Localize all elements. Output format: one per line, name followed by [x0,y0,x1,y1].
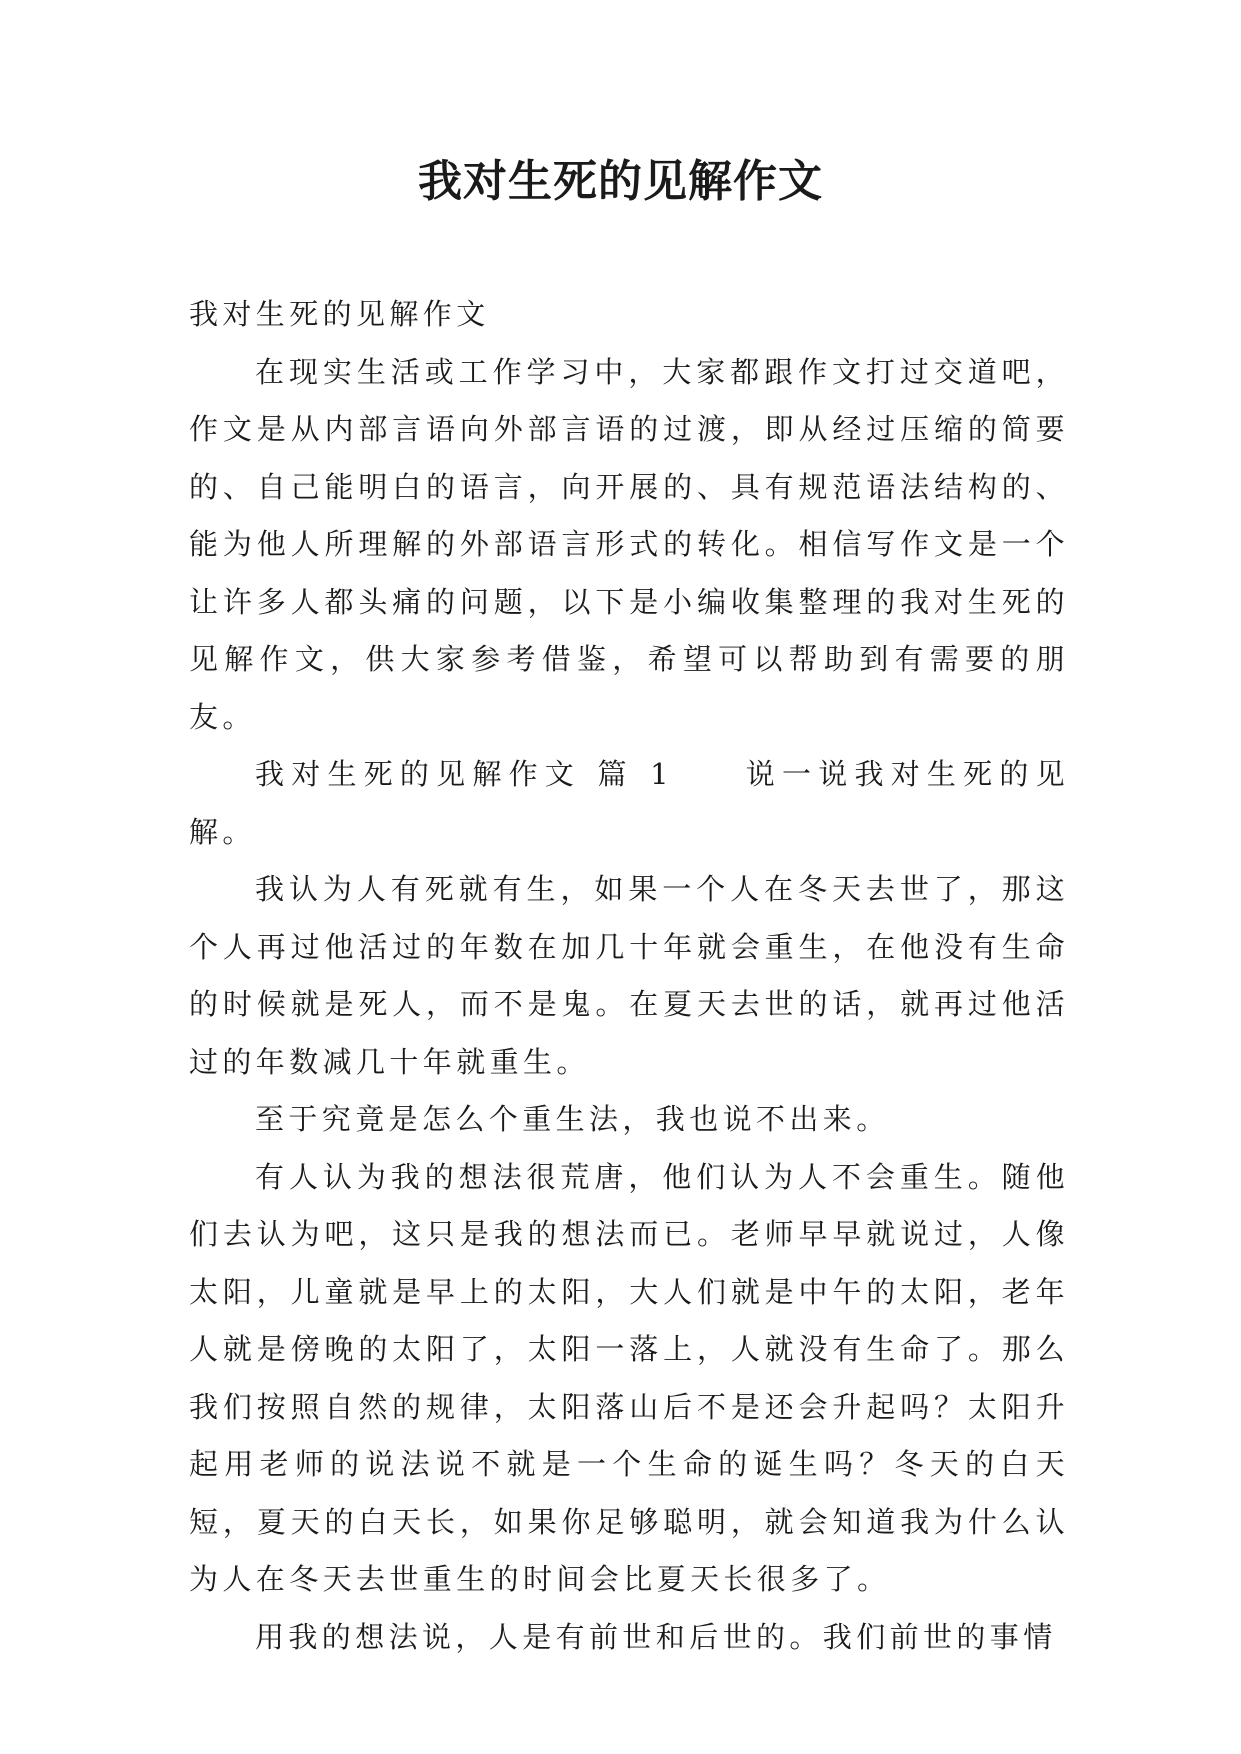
document-body [189,286,1069,1666]
section-heading: 我对生死的见解作文 篇 1 [255,757,673,791]
intro-paragraph: 在现实生活或工作学习中，大家都跟作文打过交道吧，作文是从内部言语向外部言语的过渡，即从经过压缩的简要的、自己能明白的语言，向开展的、具有规范语法结构的、能为他人所理解的外部语言形式的转化。相信写作文是一个让许多人都头痛的问题，以下是小编收集整理的我对生死的见解作文，供大家参考借鉴，希望可以帮助到有需要的朋友。 [189,354,1069,734]
body-paragraph-2: 至于究竟是怎么个重生法，我也说不出来。 [255,1102,890,1136]
document-subtitle: 我对生死的见解作文 [189,297,490,331]
body-paragraph-4: 用我的想法说，人是有前世和后世的。我们前世的事情 [255,1619,1057,1654]
body-paragraph-1: 我认为人有死就有生，如果一个人在冬天去世了，那这个人再过他活过的年数在加几十年就会重生，在他没有生命的时候就是死人，而不是鬼。在夏天去世的话，就再过他活过的年数减几十年就重生。 [189,872,1069,1079]
section-lead: 说一说我对生死的见解。 [189,757,1069,849]
document-title: 我对生死的见解作文 [418,156,823,207]
body-paragraph-3: 有人认为我的想法很荒唐，他们认为人不会重生。随他们去认为吧，这只是我的想法而已。老师早早就说过，人像太阳，儿童就是早上的太阳，大人们就是中午的太阳，老年人就是傍晚的太阳了，太阳一落上，人就没有生命了。那么我们按照自然的规律，太阳落山后不是还会升起吗？太阳升起用老师的说法说不就是一个生命的诞生吗？冬天的白天短，夏天的白天长，如果你足够聪明，就会知道我为什么认为人在冬天去世重生的时间会比夏天长很多了。 [189,1159,1069,1596]
section-heading-line [189,746,1069,861]
